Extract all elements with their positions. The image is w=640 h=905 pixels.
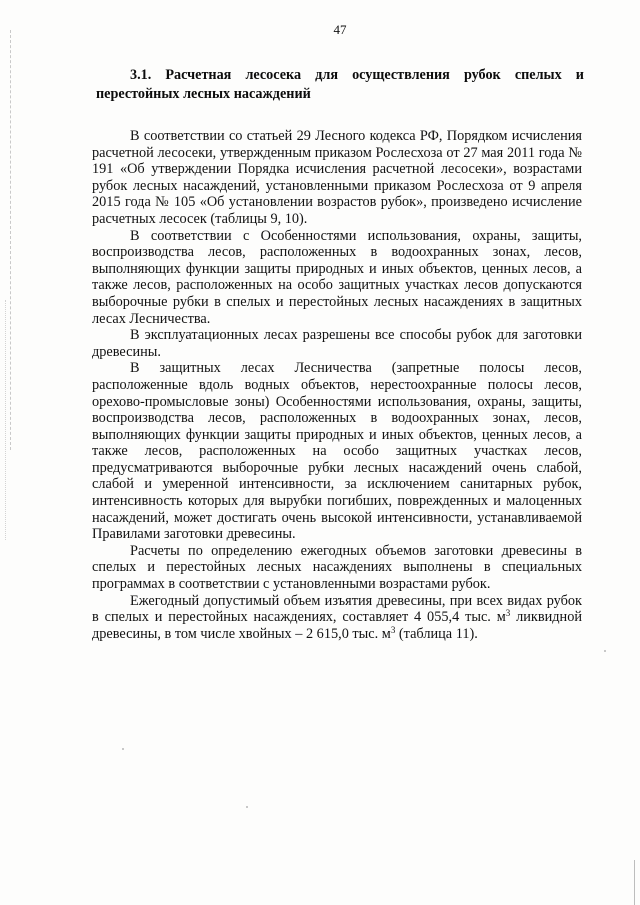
volume-text-part: (таблица 11). <box>395 625 478 642</box>
paragraph: В эксплуатационных лесах разрешены все способы рубок для заготовки древесины. <box>92 327 582 360</box>
scan-margin-mark <box>10 30 12 450</box>
scan-margin-mark <box>5 300 7 540</box>
scan-edge-mark <box>634 860 636 905</box>
paragraph: Расчеты по определению ежегодных объемов заготовки древесины в спелых и перестойных лесных насаждениях выполнены в специальных программах в соответствии с установленными возрастами рубок. <box>92 542 582 593</box>
cubic-superscript: 3 <box>390 624 396 635</box>
scan-speck <box>604 650 606 652</box>
page-number: 47 <box>333 22 347 37</box>
section-heading: 3.1. Расчетная лесосека для осуществления рубок спелых и перестойных лесных насаждений <box>96 67 584 102</box>
paragraph-volume <box>92 593 582 643</box>
volume-text-part: ликвидной древесины, в том числе хвойных – 2 615,0 тыс. м <box>92 609 583 642</box>
scan-speck <box>122 748 124 750</box>
section-body <box>92 128 582 642</box>
scan-speck <box>246 806 248 808</box>
volume-text-part: Ежегодный допустимый объем изъятия древесины, при всех видах рубок в спелых и перестойных насаждениях, составляет 4 055,4 тыс. м <box>92 592 582 626</box>
paragraph: В защитных лесах Лесничества (запретные полосы лесов, расположенные вдоль водных объектов, нерестоохранные полосы лесов, орехово-промысловые зоны) Особенностями использования, охраны, защиты, воспроизводства лесов, расположенных в водоохранных зонах, лесов, выполняющих функции защиты природных и иных объектов, ценных лесов, а также лесов, расположенных на особо защитных участках лесов, предусматриваются выборочные рубки лесных насаждений очень слабой, слабой и умеренной интенсивности, за исключением санитарных рубок, интенсивность которых для вырубки погибших, поврежденных и малоценных насаждений, может достигать очень высокой интенсивности, устанавливаемой Правилами заготовки древесины. <box>92 360 582 543</box>
paragraph: В соответствии с Особенностями использования, охраны, защиты, воспроизводства лесов, расположенных в водоохранных зонах, лесов, выполняющих функции защиты природных и иных объектов, ценных лесов, а также лесов, расположенных на особо защитных участках лесов допускаются выборочные рубки в спелых и перестойных лесных насаждениях в защитных лесах Лесничества. <box>92 227 582 327</box>
paragraph: В соответствии со статьей 29 Лесного кодекса РФ, Порядком исчисления расчетной лесосеки, утвержденным приказом Рослесхоза от 27 мая 2011 года № 191 «Об утверждении Порядка исчисления расчетной лесосеки», возрастами рубок лесных насаждений, установленными приказом Рослесхоза от 9 апреля 2015 года № 105 «Об установлении возрастов рубок», произведено исчисление расчетных лесосек (таблицы 9, 10). <box>92 128 582 227</box>
cubic-superscript: 3 <box>505 608 511 619</box>
